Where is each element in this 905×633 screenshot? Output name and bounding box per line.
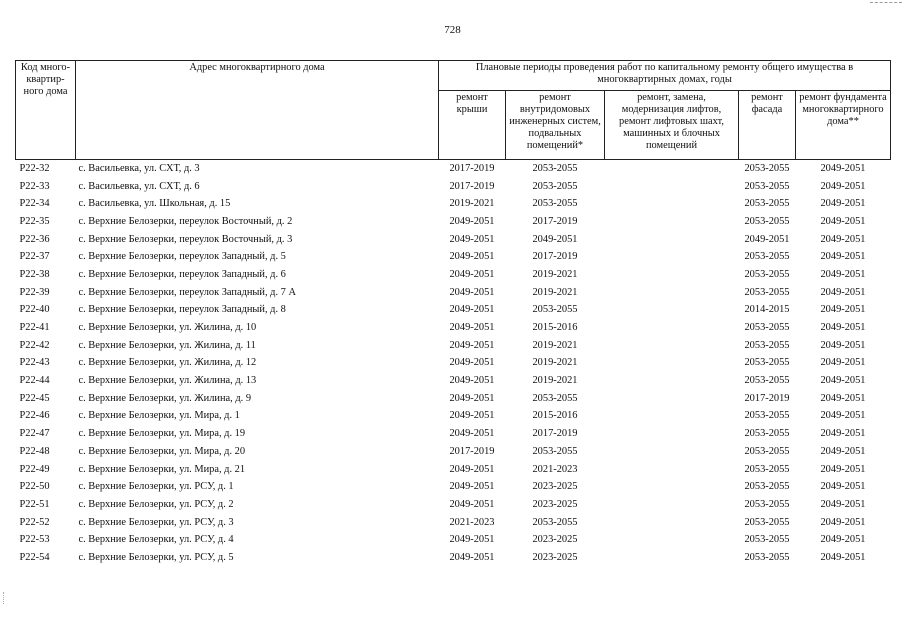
row-lifts-period — [605, 549, 739, 567]
row-address: с. Васильевка, ул. СХТ, д. 3 — [78, 162, 200, 174]
row-systems-period: 2019-2021 — [532, 357, 578, 369]
row-systems-period: 2023-2025 — [532, 498, 578, 510]
page-number: 728 — [444, 24, 461, 36]
table-row — [16, 514, 891, 532]
row-foundation-period: 2049-2051 — [820, 534, 866, 546]
row-roof-period: 2021-2023 — [449, 516, 495, 528]
row-roof-period: 2049-2051 — [449, 392, 495, 404]
row-foundation-period: 2049-2051 — [820, 410, 866, 422]
row-address: с. Верхние Белозерки, ул. Мира, д. 1 — [78, 410, 240, 422]
row-code: P22-38 — [19, 268, 50, 280]
row-address: с. Верхние Белозерки, переулок Восточный, д. 3 — [78, 233, 293, 245]
row-facade-period: 2049-2051 — [744, 233, 790, 245]
row-roof-period: 2049-2051 — [449, 339, 495, 351]
row-foundation-period: 2049-2051 — [820, 463, 866, 475]
row-facade-period: 2053-2055 — [744, 534, 790, 546]
row-facade-period: 2053-2055 — [744, 339, 790, 351]
table-row — [16, 319, 891, 337]
row-lifts-period — [605, 408, 739, 426]
row-address: с. Верхние Белозерки, ул. Мира, д. 20 — [78, 445, 246, 457]
row-roof-period: 2049-2051 — [449, 322, 495, 334]
row-roof-period: 2049-2051 — [449, 375, 495, 387]
row-systems-period: 2053-2055 — [532, 162, 578, 174]
row-roof-period: 2017-2019 — [449, 445, 495, 457]
row-address: с. Верхние Белозерки, переулок Западный, д. 6 — [78, 268, 286, 280]
row-systems-period: 2053-2055 — [532, 516, 578, 528]
row-facade-period: 2053-2055 — [744, 410, 790, 422]
row-systems-period: 2021-2023 — [532, 463, 578, 475]
row-code: P22-34 — [19, 198, 50, 210]
row-address: с. Верхние Белозерки, ул. Жилина, д. 10 — [78, 322, 257, 334]
row-address: с. Верхние Белозерки, ул. РСУ, д. 3 — [78, 516, 234, 528]
table-row — [16, 337, 891, 355]
row-address: с. Верхние Белозерки, переулок Восточный, д. 2 — [78, 215, 293, 227]
row-address: с. Верхние Белозерки, ул. Жилина, д. 13 — [78, 375, 257, 387]
row-systems-period: 2053-2055 — [532, 392, 578, 404]
row-roof-period: 2017-2019 — [449, 162, 495, 174]
row-code: P22-52 — [19, 516, 50, 528]
row-systems-period: 2053-2055 — [532, 304, 578, 316]
row-roof-period: 2017-2019 — [449, 180, 495, 192]
row-facade-period: 2053-2055 — [744, 180, 790, 192]
row-code: P22-41 — [19, 322, 50, 334]
row-lifts-period — [605, 425, 739, 443]
table-row — [16, 461, 891, 479]
row-facade-period: 2053-2055 — [744, 268, 790, 280]
row-lifts-period — [605, 390, 739, 408]
row-systems-period: 2023-2025 — [532, 481, 578, 493]
row-lifts-period — [605, 461, 739, 479]
row-systems-period: 2053-2055 — [532, 180, 578, 192]
table-row — [16, 266, 891, 284]
row-address: с. Верхние Белозерки, ул. Жилина, д. 9 — [78, 392, 252, 404]
row-roof-period: 2049-2051 — [449, 498, 495, 510]
row-lifts-period — [605, 531, 739, 549]
table-row — [16, 372, 891, 390]
row-code: P22-43 — [19, 357, 50, 369]
row-code: P22-48 — [19, 445, 50, 457]
row-roof-period: 2049-2051 — [449, 463, 495, 475]
row-foundation-period: 2049-2051 — [820, 180, 866, 192]
row-code: P22-50 — [19, 481, 50, 493]
row-systems-period: 2017-2019 — [532, 215, 578, 227]
row-facade-period: 2053-2055 — [744, 428, 790, 440]
row-facade-period: 2053-2055 — [744, 375, 790, 387]
header-address: Адрес многоквартирного дома — [76, 61, 439, 160]
row-lifts-period — [605, 284, 739, 302]
row-lifts-period — [605, 337, 739, 355]
row-address: с. Верхние Белозерки, переулок Западный, д. 8 — [78, 304, 286, 316]
row-lifts-period — [605, 231, 739, 249]
row-foundation-period: 2049-2051 — [820, 375, 866, 387]
row-address: с. Васильевка, ул. СХТ, д. 6 — [78, 180, 200, 192]
row-systems-period: 2053-2055 — [532, 198, 578, 210]
table-row — [16, 231, 891, 249]
row-address: с. Верхние Белозерки, ул. РСУ, д. 2 — [78, 498, 234, 510]
row-lifts-period — [605, 195, 739, 213]
row-systems-period: 2049-2051 — [532, 233, 578, 245]
row-roof-period: 2049-2051 — [449, 428, 495, 440]
row-foundation-period: 2049-2051 — [820, 251, 866, 263]
table-row — [16, 443, 891, 461]
row-systems-period: 2017-2019 — [532, 251, 578, 263]
header-roof: ремонт крыши — [439, 91, 506, 160]
row-code: P22-45 — [19, 392, 50, 404]
row-foundation-period: 2049-2051 — [820, 322, 866, 334]
row-lifts-period — [605, 248, 739, 266]
table-row — [16, 213, 891, 231]
row-facade-period: 2053-2055 — [744, 551, 790, 563]
row-foundation-period: 2049-2051 — [820, 304, 866, 316]
row-address: с. Верхние Белозерки, ул. Мира, д. 19 — [78, 428, 246, 440]
row-code: P22-53 — [19, 534, 50, 546]
row-roof-period: 2049-2051 — [449, 215, 495, 227]
row-code: P22-44 — [19, 375, 50, 387]
row-foundation-period: 2049-2051 — [820, 392, 866, 404]
row-lifts-period — [605, 266, 739, 284]
row-lifts-period — [605, 213, 739, 231]
row-lifts-period — [605, 178, 739, 196]
header-facade: ремонт фасада — [739, 91, 796, 160]
row-code: P22-32 — [19, 162, 50, 174]
row-foundation-period: 2049-2051 — [820, 339, 866, 351]
row-roof-period: 2049-2051 — [449, 233, 495, 245]
table-row — [16, 302, 891, 320]
row-code: P22-33 — [19, 180, 50, 192]
row-roof-period: 2049-2051 — [449, 357, 495, 369]
row-systems-period: 2019-2021 — [532, 375, 578, 387]
row-roof-period: 2049-2051 — [449, 410, 495, 422]
row-lifts-period — [605, 496, 739, 514]
row-address: с. Верхние Белозерки, ул. РСУ, д. 4 — [78, 534, 234, 546]
row-lifts-period — [605, 372, 739, 390]
row-address: с. Верхние Белозерки, ул. Жилина, д. 12 — [78, 357, 257, 369]
row-facade-period: 2053-2055 — [744, 162, 790, 174]
row-facade-period: 2053-2055 — [744, 198, 790, 210]
table-row — [16, 248, 891, 266]
row-facade-period: 2053-2055 — [744, 463, 790, 475]
table-row — [16, 478, 891, 496]
row-roof-period: 2049-2051 — [449, 304, 495, 316]
row-facade-period: 2053-2055 — [744, 251, 790, 263]
row-lifts-period — [605, 160, 739, 178]
row-code: P22-51 — [19, 498, 50, 510]
row-address: с. Верхние Белозерки, переулок Западный, д. 7 А — [78, 286, 296, 298]
row-code: P22-46 — [19, 410, 50, 422]
row-foundation-period: 2049-2051 — [820, 215, 866, 227]
row-facade-period: 2053-2055 — [744, 498, 790, 510]
header-periods-group: Плановые периоды проведения работ по капитальному ремонту общего имущества в многоквартирных домах, годы — [439, 61, 891, 91]
row-lifts-period — [605, 443, 739, 461]
table-row — [16, 531, 891, 549]
row-systems-period: 2053-2055 — [532, 445, 578, 457]
row-foundation-period: 2049-2051 — [820, 445, 866, 457]
row-foundation-period: 2049-2051 — [820, 551, 866, 563]
row-foundation-period: 2049-2051 — [820, 198, 866, 210]
row-foundation-period: 2049-2051 — [820, 498, 866, 510]
row-facade-period: 2053-2055 — [744, 357, 790, 369]
row-code: P22-49 — [19, 463, 50, 475]
row-address: с. Верхние Белозерки, ул. РСУ, д. 5 — [78, 551, 234, 563]
row-foundation-period: 2049-2051 — [820, 428, 866, 440]
table-body — [16, 160, 891, 567]
scan-margin-mark — [3, 592, 5, 604]
header-foundation: ремонт фундамента многоквартирного дома** — [796, 91, 891, 160]
row-code: P22-54 — [19, 551, 50, 563]
row-facade-period: 2053-2055 — [744, 445, 790, 457]
row-code: P22-37 — [19, 251, 50, 263]
table-row — [16, 549, 891, 567]
row-facade-period: 2053-2055 — [744, 286, 790, 298]
row-address: с. Васильевка, ул. Школьная, д. 15 — [78, 198, 231, 210]
table-row — [16, 355, 891, 373]
header-systems: ремонт внутридомовых инженерных систем, подвальных помещений* — [506, 91, 605, 160]
row-code: P22-40 — [19, 304, 50, 316]
top-edge-rule — [870, 2, 902, 3]
row-code: P22-36 — [19, 233, 50, 245]
row-foundation-period: 2049-2051 — [820, 286, 866, 298]
row-lifts-period — [605, 478, 739, 496]
header-lifts: ремонт, замена, модернизация лифтов, ремонт лифтовых шахт, машинных и блочных помещений — [605, 91, 739, 160]
row-facade-period: 2053-2055 — [744, 516, 790, 528]
table-header — [16, 61, 891, 160]
table-row — [16, 496, 891, 514]
table-row — [16, 390, 891, 408]
row-lifts-period — [605, 319, 739, 337]
row-code: P22-47 — [19, 428, 50, 440]
row-facade-period: 2053-2055 — [744, 215, 790, 227]
row-address: с. Верхние Белозерки, ул. Мира, д. 21 — [78, 463, 246, 475]
row-lifts-period — [605, 302, 739, 320]
row-code: P22-39 — [19, 286, 50, 298]
row-systems-period: 2015-2016 — [532, 410, 578, 422]
row-systems-period: 2019-2021 — [532, 339, 578, 351]
row-roof-period: 2049-2051 — [449, 481, 495, 493]
row-address: с. Верхние Белозерки, переулок Западный, д. 5 — [78, 251, 286, 263]
capital-repair-schedule-table — [15, 60, 891, 567]
row-facade-period: 2053-2055 — [744, 322, 790, 334]
row-foundation-period: 2049-2051 — [820, 268, 866, 280]
row-roof-period: 2049-2051 — [449, 251, 495, 263]
row-systems-period: 2023-2025 — [532, 534, 578, 546]
row-systems-period: 2019-2021 — [532, 268, 578, 280]
row-systems-period: 2023-2025 — [532, 551, 578, 563]
row-roof-period: 2049-2051 — [449, 534, 495, 546]
row-foundation-period: 2049-2051 — [820, 233, 866, 245]
row-foundation-period: 2049-2051 — [820, 516, 866, 528]
row-roof-period: 2019-2021 — [449, 198, 495, 210]
row-address: с. Верхние Белозерки, ул. Жилина, д. 11 — [78, 339, 256, 351]
row-lifts-period — [605, 355, 739, 373]
row-facade-period: 2053-2055 — [744, 481, 790, 493]
row-roof-period: 2049-2051 — [449, 268, 495, 280]
row-systems-period: 2015-2016 — [532, 322, 578, 334]
row-facade-period: 2017-2019 — [744, 392, 790, 404]
row-roof-period: 2049-2051 — [449, 286, 495, 298]
header-code: Код много-квартир-ного дома — [16, 61, 76, 160]
table-row — [16, 178, 891, 196]
row-code: P22-35 — [19, 215, 50, 227]
table-row — [16, 195, 891, 213]
row-facade-period: 2014-2015 — [744, 304, 790, 316]
row-code: P22-42 — [19, 339, 50, 351]
table-row — [16, 284, 891, 302]
table-row — [16, 408, 891, 426]
table-row — [16, 160, 891, 178]
row-systems-period: 2017-2019 — [532, 428, 578, 440]
row-foundation-period: 2049-2051 — [820, 481, 866, 493]
row-address: с. Верхние Белозерки, ул. РСУ, д. 1 — [78, 481, 234, 493]
row-foundation-period: 2049-2051 — [820, 162, 866, 174]
row-roof-period: 2049-2051 — [449, 551, 495, 563]
row-systems-period: 2019-2021 — [532, 286, 578, 298]
row-lifts-period — [605, 514, 739, 532]
row-foundation-period: 2049-2051 — [820, 357, 866, 369]
table-row — [16, 425, 891, 443]
